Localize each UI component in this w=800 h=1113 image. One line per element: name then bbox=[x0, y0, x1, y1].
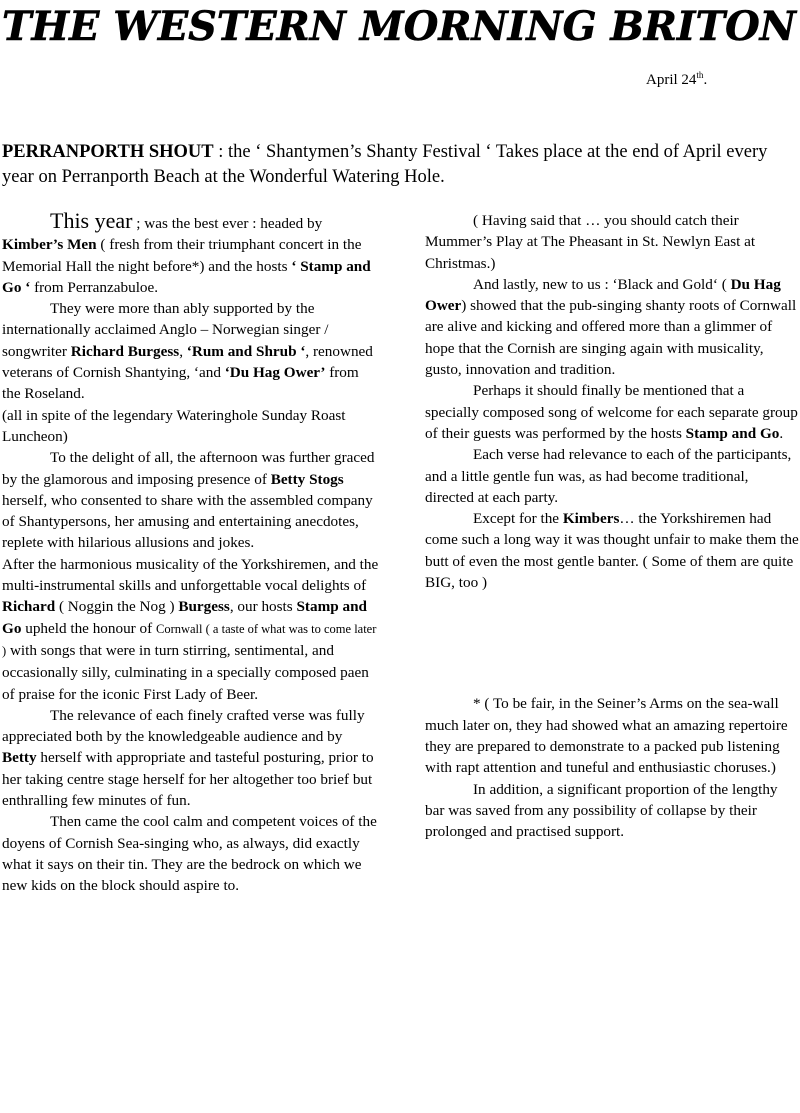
paragraph: To the delight of all, the afternoon was further graced by the glamorous and imposing presence of Betty Stogs herself, who consented to share with the assembled company of Shantypersons, her amusing and entertaining anecdotes, replete with hilarious allusions and jokes. bbox=[2, 449, 375, 552]
intro-text: : the ‘ Shantymen’s Shanty Festival ‘ Takes place at the end of April every year on Perranporth Beach at the Wonderful Watering Hole. bbox=[2, 142, 768, 187]
issue-date bbox=[646, 70, 707, 89]
date-text: April 24 bbox=[646, 72, 697, 88]
paragraph: Except for the Kimbers… the Yorkshiremen had come such a long way it was thought unfair to make them the butt of even the most gentle banter. ( Some of them are quite BIG, too ) bbox=[425, 510, 799, 592]
masthead-title: THE WESTERN MORNING BRITON bbox=[2, 3, 798, 50]
paragraph: (all in spite of the legendary Wateringhole Sunday Roast Luncheon) bbox=[2, 406, 346, 445]
column-gap bbox=[425, 593, 800, 693]
headline: PERRANPORTH SHOUT bbox=[2, 142, 214, 162]
paragraph: They were more than ably supported by the internationally acclaimed Anglo – Norwegian singer / songwriter Richard Burgess, ‘Rum and Shrub ‘, renowned veterans of Cornish Shantying, ‘and ‘Du Hag Ower’ from the Roseland. bbox=[2, 300, 373, 403]
intro-paragraph bbox=[2, 140, 794, 190]
paragraph: In addition, a significant proportion of the lengthy bar was saved from any possibility of collapse by their prolonged and practised support. bbox=[425, 780, 778, 841]
paragraph: After the harmonious musicality of the Yorkshiremen, and the multi-instrumental skills and unforgettable vocal delights of Richard ( Noggin the Nog ) Burgess, our hosts Stamp and Go upheld the honour of Cornwall ( a taste of what was to come later ) with songs that were in turn stirring, sentimental, and occasionally silly, culminating in a specially composed paen of praise for the iconic First Lady of Beer. bbox=[2, 555, 379, 703]
paragraph: This year ; was the best ever : headed by Kimber’s Men ( fresh from their triumphant concert in the Memorial Hall the night before*) and the hosts ‘ Stamp and Go ‘ from Perranzabuloe. bbox=[2, 208, 371, 296]
newspaper-masthead bbox=[0, 2, 800, 52]
footnote-paragraph: * ( To be fair, in the Seiner’s Arms on the sea-wall much later on, they had showed what an amazing repertoire they are prepared to demonstrate to a packed pub listening with rapt attention and tuneful and enthusiastic choruses.) bbox=[425, 695, 788, 777]
lead-word: This year bbox=[50, 208, 133, 233]
paragraph: Then came the cool calm and competent voices of the doyens of Cornish Sea-singing who, as always, did exactly what it says on their tin. They are the bedrock on which we new kids on the block should aspire to. bbox=[2, 813, 377, 895]
paragraph: ( Having said that … you should catch their Mummer’s Play at The Pheasant in St. Newlyn East at Christmas.) bbox=[425, 212, 756, 272]
paragraph: And lastly, new to us : ‘Black and Gold‘ ( Du Hag Ower) showed that the pub-singing shanty roots of Cornwall are alive and kicking and offered more than a glimmer of hope that the Cornish are singing again with musicality, gusto, innovation and tradition. bbox=[425, 275, 797, 379]
date-suffix: th bbox=[696, 70, 704, 80]
article-column-right bbox=[425, 210, 800, 842]
article-column-left bbox=[2, 210, 380, 897]
paragraph: Perhaps it should finally be mentioned that a specially composed song of welcome for each separate group of their guests was performed by the hosts Stamp and Go. bbox=[425, 382, 798, 442]
paragraph: The relevance of each finely crafted verse was fully appreciated both by the knowledgeable audience and by Betty herself with appropriate and tasteful posturing, prior to her taking centre stage herself for her altogether too brief but enthralling few minutes of fun. bbox=[2, 706, 374, 810]
date-tail: . bbox=[703, 72, 708, 88]
paragraph: Each verse had relevance to each of the participants, and a little gentle fun was, as had become traditional, directed at each party. bbox=[425, 446, 792, 506]
